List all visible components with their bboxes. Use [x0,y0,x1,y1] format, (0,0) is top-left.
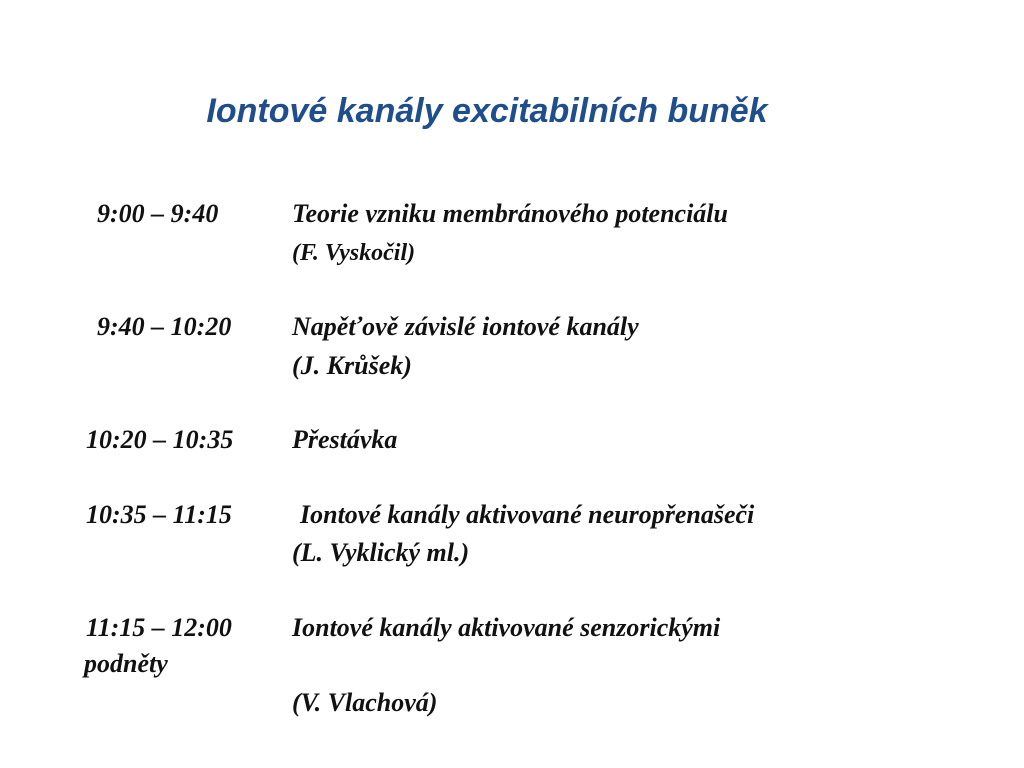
schedule-topic-3: Přestávka [292,425,398,454]
schedule-time-3: 10:20 – 10:35 [86,425,234,454]
schedule-time-2: 9:40 – 10:20 [97,312,232,341]
schedule-time-4: 10:35 – 11:15 [86,500,232,529]
schedule-topic-5-continuation: podněty [84,649,168,678]
schedule-topic-1: Teorie vzniku membránového potenciálu [292,199,728,228]
slide-title: Iontové kanály excitabilních buněk [206,92,768,130]
schedule-speaker-1: (F. Vyskočil) [292,240,416,266]
schedule-speaker-5: (V. Vlachová) [292,688,438,717]
schedule-topic-4: Iontové kanály aktivované neuropřenašeči [300,500,755,529]
schedule-topic-2: Napěťově závislé iontové kanály [292,312,639,341]
schedule-speaker-2: (J. Krůšek) [292,351,412,380]
schedule-time-5: 11:15 – 12:00 [86,613,232,642]
schedule-topic-5: Iontové kanály aktivované senzorickými [292,613,721,642]
schedule-speaker-4: (L. Vyklický ml.) [292,538,470,567]
schedule-time-1: 9:00 – 9:40 [97,199,219,228]
